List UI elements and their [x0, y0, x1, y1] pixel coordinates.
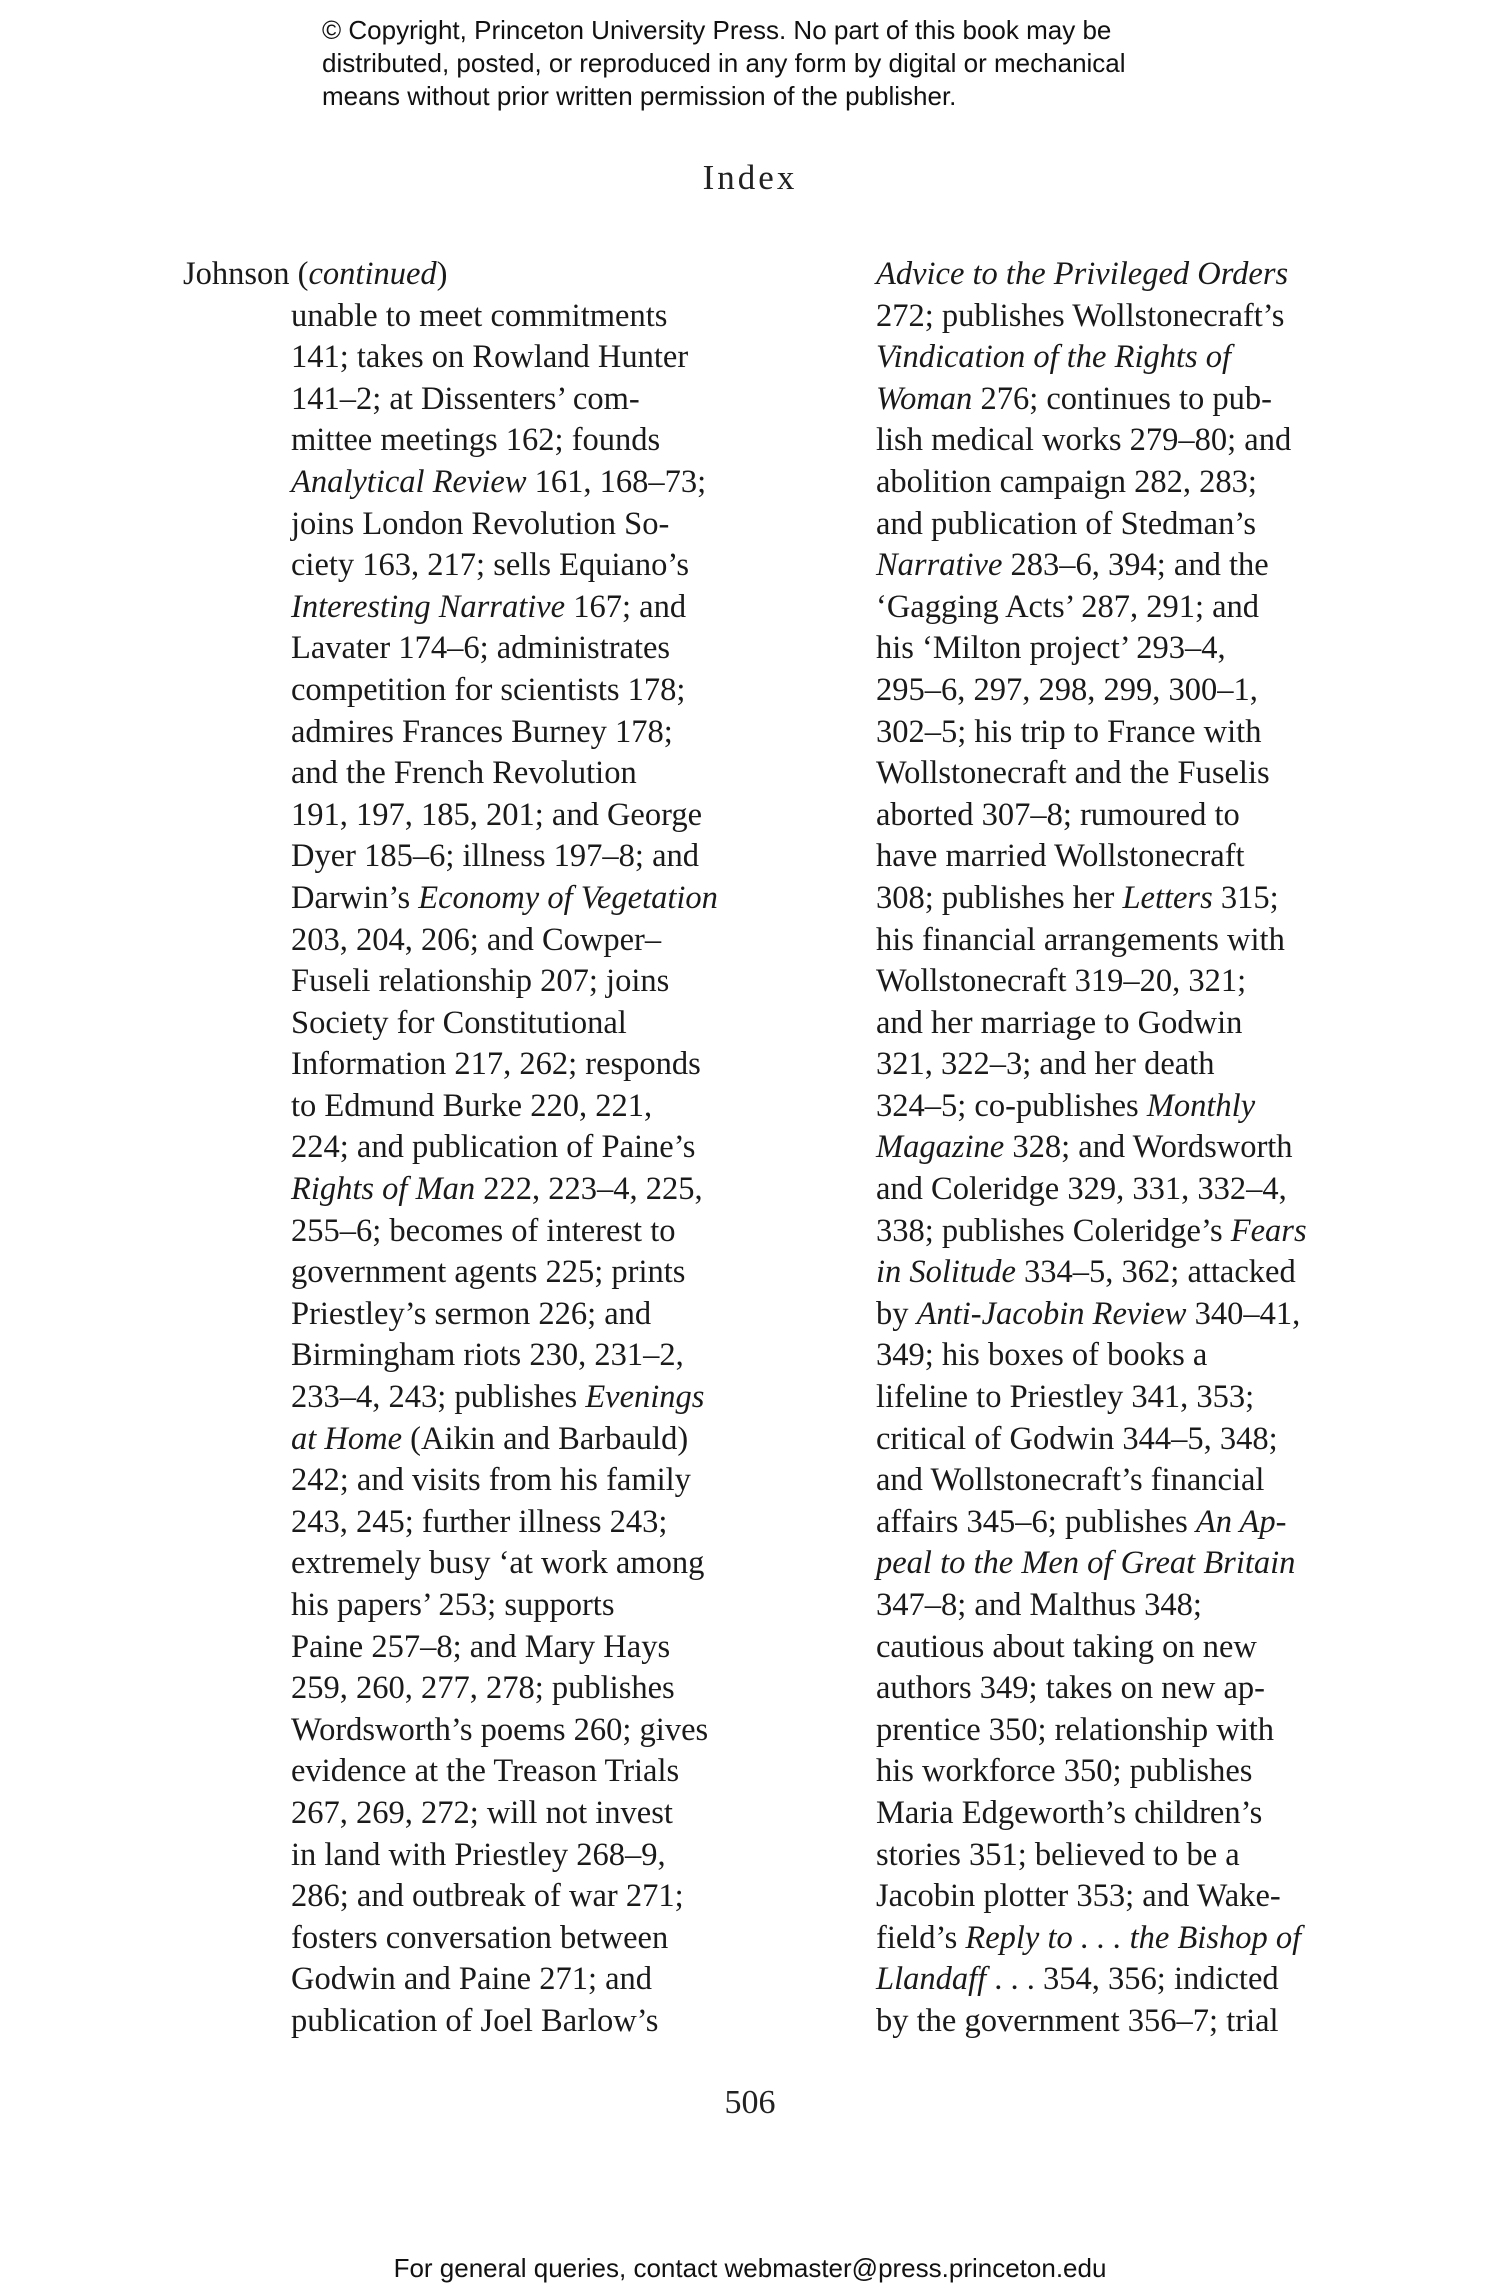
index-line	[876, 1335, 1336, 1377]
index-line	[183, 504, 783, 546]
index-line	[183, 1127, 783, 1169]
index-text: his papers’ 253; supports	[291, 1587, 615, 1623]
index-line	[876, 628, 1336, 670]
index-line	[183, 1086, 783, 1128]
index-text: 324–5; co-publishes	[876, 1087, 1147, 1124]
index-text-italic: Woman	[876, 380, 973, 417]
index-text: Johnson (	[183, 256, 309, 292]
index-column-left	[183, 254, 783, 2043]
index-text: fosters conversation between	[291, 1919, 669, 1956]
index-line	[183, 1044, 783, 1086]
index-text-italic: Rights of Man	[291, 1171, 476, 1208]
index-text: Fuseli relationship 207; joins	[291, 963, 670, 1000]
index-text: cautious about taking on new	[876, 1628, 1257, 1665]
index-text: competition for scientists 178;	[291, 671, 686, 708]
index-text: Godwin and Paine 271; and	[291, 1961, 653, 1998]
index-text-italic: Fears	[1230, 1212, 1307, 1249]
index-text: by the government 356–7; trial	[876, 2002, 1279, 2039]
index-line	[876, 1543, 1336, 1585]
index-text: prentice 350; relationship with	[876, 1711, 1275, 1748]
index-text: and the French Revolution	[291, 755, 637, 792]
index-text: 233–4, 243; publishes	[291, 1379, 586, 1416]
index-text: 347–8; and Malthus 348;	[876, 1587, 1202, 1623]
index-text: 338; publishes Coleridge’s	[876, 1212, 1231, 1249]
index-line	[876, 1127, 1336, 1169]
index-line	[183, 1335, 783, 1377]
index-text: and Wollstonecraft’s financial	[876, 1462, 1265, 1499]
index-text-italic: Vindication of the Rights of	[876, 339, 1232, 376]
index-line	[876, 712, 1336, 754]
index-line	[876, 1918, 1336, 1960]
index-line	[183, 628, 783, 670]
index-text-italic: Letters	[1122, 879, 1213, 916]
index-text: 222, 223–4, 225,	[475, 1171, 703, 1208]
index-text-italic: Reply to . . . the Bishop of	[965, 1919, 1302, 1956]
index-column-right	[876, 254, 1336, 2043]
index-line	[183, 753, 783, 795]
index-line	[876, 1793, 1336, 1835]
index-line	[876, 379, 1336, 421]
index-line	[183, 420, 783, 462]
index-text: 161, 168–73;	[526, 463, 707, 500]
index-text: mittee meetings 162; founds	[291, 422, 661, 459]
index-text-italic: at Home	[291, 1420, 403, 1457]
index-line	[876, 587, 1336, 629]
index-line	[183, 1959, 783, 2001]
index-text: and publication of Stedman’s	[876, 505, 1257, 542]
index-text: to Edmund Burke 220, 221,	[291, 1087, 653, 1124]
index-text: authors 349; takes on new ap-	[876, 1670, 1266, 1707]
index-line	[183, 1751, 783, 1793]
index-line	[183, 1627, 783, 1669]
index-text: 340–41,	[1186, 1295, 1301, 1332]
index-line	[876, 878, 1336, 920]
index-line	[876, 836, 1336, 878]
index-text: 203, 204, 206; and Cowper–	[291, 921, 662, 958]
index-line	[183, 878, 783, 920]
index-text: 308; publishes her	[876, 879, 1123, 916]
index-text: in land with Priestley 268–9,	[291, 1836, 666, 1873]
index-line	[876, 420, 1336, 462]
index-line	[183, 1918, 783, 1960]
index-text: his ‘Milton project’ 293–4,	[876, 630, 1226, 667]
index-line	[183, 1835, 783, 1877]
index-text: Maria Edgeworth’s children’s	[876, 1794, 1263, 1831]
index-line	[183, 2001, 783, 2043]
index-line	[876, 462, 1336, 504]
index-text-italic: Narrative	[876, 547, 1003, 584]
index-text: Wollstonecraft 319–20, 321;	[876, 963, 1247, 1000]
index-text-italic: Economy of Vegetation	[418, 879, 718, 916]
copyright-line: distributed, posted, or reproduced in any form by digital or mechanical	[322, 48, 1126, 78]
index-text: Darwin’s	[291, 879, 419, 916]
copyright-line: © Copyright, Princeton University Press. No part of this book may be	[322, 15, 1112, 45]
index-text-italic: An Ap-	[1195, 1503, 1287, 1540]
index-line	[183, 1003, 783, 1045]
index-line	[876, 1710, 1336, 1752]
index-text: his financial arrangements with	[876, 921, 1285, 958]
index-text: ‘Gagging Acts’ 287, 291; and	[876, 588, 1260, 625]
index-text: by	[876, 1295, 917, 1332]
index-line	[876, 1252, 1336, 1294]
index-text-italic: Advice to the Privileged Orders	[876, 256, 1289, 292]
index-line	[183, 1543, 783, 1585]
index-text: evidence at the Treason Trials	[291, 1753, 680, 1790]
index-line	[183, 254, 783, 296]
index-text: Society for Constitutional	[291, 1004, 627, 1041]
index-text: 224; and publication of Paine’s	[291, 1129, 696, 1166]
index-text: 243, 245; further illness 243;	[291, 1503, 668, 1540]
index-text: Wordsworth’s poems 260; gives	[291, 1711, 709, 1748]
index-text: 328; and Wordsworth	[1004, 1129, 1293, 1166]
index-text: Paine 257–8; and Mary Hays	[291, 1628, 671, 1665]
index-text: 276; continues to pub-	[972, 380, 1273, 417]
index-text: Wollstonecraft and the Fuselis	[876, 755, 1270, 792]
index-line	[183, 379, 783, 421]
index-text: have married Wollstonecraft	[876, 838, 1245, 875]
index-line	[183, 1252, 783, 1294]
index-text: admires Frances Burney 178;	[291, 713, 673, 750]
index-text: abolition campaign 282, 283;	[876, 463, 1257, 500]
index-line	[183, 920, 783, 962]
index-text: 267, 269, 272; will not invest	[291, 1794, 673, 1831]
index-text: 334–5, 362; attacked	[1015, 1254, 1296, 1291]
running-head: Index	[702, 158, 798, 197]
index-text-italic: peal to the Men of Great Britain	[876, 1545, 1296, 1582]
footer-contact: For general queries, contact webmaster@press.princeton.edu	[393, 2253, 1107, 2283]
index-line	[183, 670, 783, 712]
index-text: Jacobin plotter 353; and Wake-	[876, 1878, 1281, 1915]
index-line	[876, 545, 1336, 587]
index-line	[183, 1377, 783, 1419]
index-line	[183, 1502, 783, 1544]
index-text: 283–6, 394; and the	[1002, 547, 1269, 584]
index-text: ciety 163, 217; sells Equiano’s	[291, 547, 690, 584]
index-text: field’s	[876, 1919, 966, 1956]
index-text: Birmingham riots 230, 231–2,	[291, 1337, 684, 1374]
index-line	[876, 296, 1336, 338]
index-text: 302–5; his trip to France with	[876, 713, 1262, 750]
index-line	[876, 1086, 1336, 1128]
index-text: extremely busy ‘at work among	[291, 1545, 705, 1582]
copyright-notice	[322, 14, 1222, 113]
index-text: his workforce 350; publishes	[876, 1753, 1253, 1790]
index-text: Priestley’s sermon 226; and	[291, 1295, 652, 1332]
index-line	[183, 1585, 783, 1627]
index-text: 272; publishes Wollstonecraft’s	[876, 297, 1285, 334]
index-text-italic: Anti-Jacobin Review	[916, 1295, 1187, 1332]
index-line	[876, 2001, 1336, 2043]
index-line	[876, 1627, 1336, 1669]
index-line	[183, 337, 783, 379]
index-line	[876, 1876, 1336, 1918]
index-text: 191, 197, 185, 201; and George	[291, 796, 703, 833]
index-text: 349; his boxes of books a	[876, 1337, 1208, 1374]
index-text-italic: Interesting Narrative	[291, 588, 566, 625]
index-line	[183, 1211, 783, 1253]
index-line	[876, 504, 1336, 546]
index-line	[876, 670, 1336, 712]
index-text-italic: Evenings	[585, 1379, 705, 1416]
index-line	[876, 961, 1336, 1003]
index-line	[876, 1211, 1336, 1253]
index-line	[183, 795, 783, 837]
index-line	[183, 1419, 783, 1461]
index-text: 141–2; at Dissenters’ com-	[291, 380, 640, 417]
index-line	[876, 1460, 1336, 1502]
index-line	[876, 254, 1336, 296]
index-line	[876, 1377, 1336, 1419]
index-text: 315;	[1212, 879, 1279, 916]
index-text-italic: Monthly	[1146, 1087, 1256, 1124]
index-text-italic: in Solitude	[876, 1254, 1016, 1291]
index-text: Lavater 174–6; administrates	[291, 630, 671, 667]
index-line	[183, 1460, 783, 1502]
index-line	[183, 587, 783, 629]
index-line	[183, 1710, 783, 1752]
index-line	[876, 920, 1336, 962]
index-text: Information 217, 262; responds	[291, 1046, 701, 1083]
index-line	[183, 961, 783, 1003]
index-line	[876, 1044, 1336, 1086]
page-number: 506	[724, 2084, 776, 2121]
index-text: . . . 354, 356; indicted	[986, 1961, 1279, 1998]
index-text: lifeline to Priestley 341, 353;	[876, 1379, 1255, 1416]
index-line	[183, 296, 783, 338]
index-text: critical of Godwin 344–5, 348;	[876, 1420, 1278, 1457]
index-line	[183, 1668, 783, 1710]
index-line	[183, 545, 783, 587]
index-line	[183, 712, 783, 754]
index-line	[876, 337, 1336, 379]
index-line	[876, 1959, 1336, 2001]
index-text: (Aikin and Barbauld)	[402, 1420, 689, 1457]
index-text: 167; and	[565, 588, 687, 625]
index-text: 141; takes on Rowland Hunter	[291, 339, 689, 376]
index-line	[876, 1419, 1336, 1461]
index-text: 255–6; becomes of interest to	[291, 1212, 676, 1249]
index-text: government agents 225; prints	[291, 1254, 686, 1291]
index-line	[876, 1668, 1336, 1710]
index-line	[876, 1585, 1336, 1627]
index-text: affairs 345–6; publishes	[876, 1503, 1196, 1540]
index-text: 259, 260, 277, 278; publishes	[291, 1670, 675, 1707]
index-text: Dyer 185–6; illness 197–8; and	[291, 838, 700, 875]
index-text: and Coleridge 329, 331, 332–4,	[876, 1171, 1287, 1208]
index-text: 321, 322–3; and her death	[876, 1046, 1215, 1083]
index-line	[876, 795, 1336, 837]
index-line	[876, 1835, 1336, 1877]
index-text: stories 351; believed to be a	[876, 1836, 1240, 1873]
copyright-line: means without prior written permission of the publisher.	[322, 81, 957, 111]
index-text: joins London Revolution So-	[291, 505, 670, 542]
index-line	[183, 1793, 783, 1835]
index-text: unable to meet commitments	[291, 297, 668, 334]
index-text-italic: Magazine	[876, 1129, 1005, 1166]
index-line	[183, 1169, 783, 1211]
index-line	[876, 1169, 1336, 1211]
index-line	[876, 1003, 1336, 1045]
index-line	[183, 462, 783, 504]
index-text: publication of Joel Barlow’s	[291, 2002, 659, 2039]
index-line	[876, 1502, 1336, 1544]
index-line	[876, 753, 1336, 795]
index-text: and her marriage to Godwin	[876, 1004, 1243, 1041]
index-text: aborted 307–8; rumoured to	[876, 796, 1240, 833]
index-text-italic: Analytical Review	[291, 463, 527, 500]
index-text: 242; and visits from his family	[291, 1462, 691, 1499]
index-line	[183, 1876, 783, 1918]
index-text: 286; and outbreak of war 271;	[291, 1878, 684, 1915]
index-line	[876, 1751, 1336, 1793]
index-text: )	[436, 256, 448, 292]
index-line	[183, 836, 783, 878]
index-line	[183, 1294, 783, 1336]
index-text: lish medical works 279–80; and	[876, 422, 1292, 459]
index-text-italic: Llandaff	[876, 1961, 987, 1998]
index-text-italic: continued	[308, 256, 437, 292]
index-text: 295–6, 297, 298, 299, 300–1,	[876, 671, 1258, 708]
index-line	[876, 1294, 1336, 1336]
